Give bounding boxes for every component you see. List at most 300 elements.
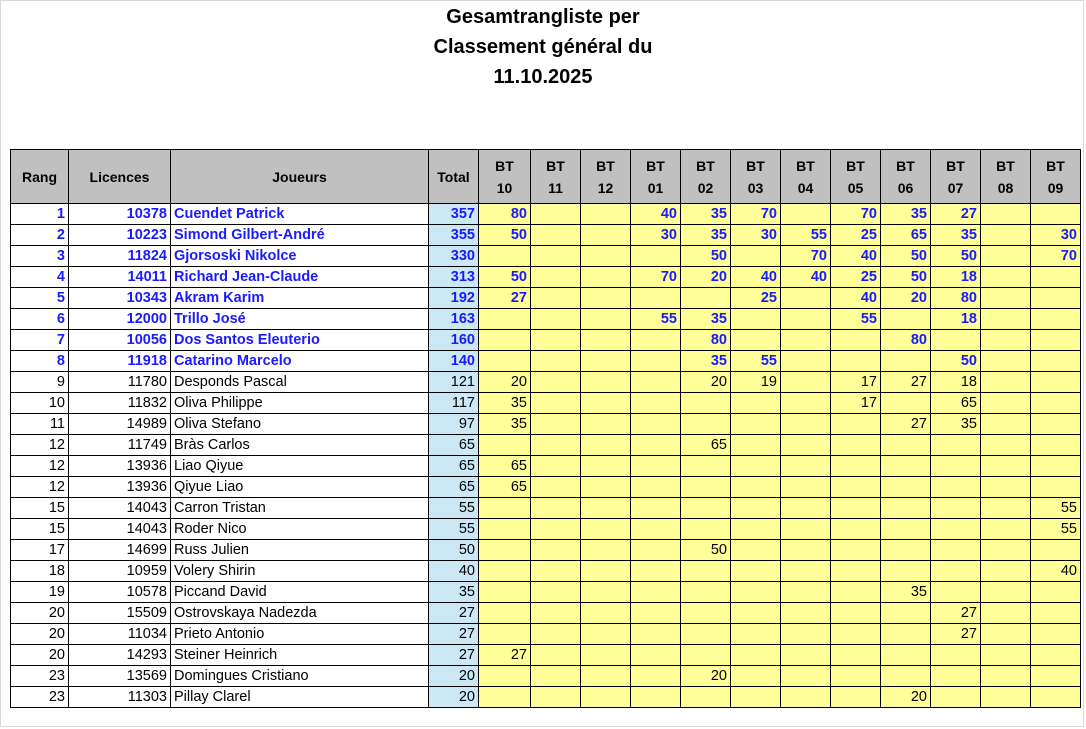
points-cell: 30 bbox=[631, 225, 681, 246]
points-cell bbox=[831, 498, 881, 519]
table-row bbox=[11, 393, 1081, 414]
total-cell: 163 bbox=[429, 309, 479, 330]
points-cell: 30 bbox=[1031, 225, 1081, 246]
points-cell bbox=[531, 498, 581, 519]
table-row bbox=[11, 456, 1081, 477]
points-cell bbox=[681, 393, 731, 414]
points-cell bbox=[931, 435, 981, 456]
col-header-bt: BT 08 bbox=[981, 150, 1031, 204]
rank-cell: 4 bbox=[11, 267, 69, 288]
table-row bbox=[11, 225, 1081, 246]
points-cell: 55 bbox=[1031, 498, 1081, 519]
points-cell bbox=[581, 687, 631, 708]
points-cell bbox=[881, 477, 931, 498]
player-cell: Volery Shirin bbox=[171, 561, 429, 582]
player-cell: Prieto Antonio bbox=[171, 624, 429, 645]
points-cell bbox=[1031, 645, 1081, 666]
points-cell bbox=[581, 666, 631, 687]
points-cell bbox=[731, 645, 781, 666]
table-row bbox=[11, 624, 1081, 645]
points-cell: 25 bbox=[731, 288, 781, 309]
points-cell bbox=[1031, 603, 1081, 624]
player-cell: Bràs Carlos bbox=[171, 435, 429, 456]
points-cell bbox=[479, 435, 531, 456]
points-cell: 50 bbox=[681, 246, 731, 267]
points-cell bbox=[731, 666, 781, 687]
licence-cell: 11303 bbox=[69, 687, 171, 708]
points-cell bbox=[479, 561, 531, 582]
points-cell bbox=[581, 603, 631, 624]
rank-cell: 9 bbox=[11, 372, 69, 393]
points-cell bbox=[1031, 456, 1081, 477]
points-cell bbox=[681, 603, 731, 624]
points-cell: 19 bbox=[731, 372, 781, 393]
rank-cell: 1 bbox=[11, 204, 69, 225]
rank-cell: 20 bbox=[11, 645, 69, 666]
points-cell: 27 bbox=[931, 624, 981, 645]
points-cell bbox=[631, 603, 681, 624]
points-cell bbox=[581, 309, 631, 330]
rank-cell: 18 bbox=[11, 561, 69, 582]
points-cell: 27 bbox=[881, 414, 931, 435]
points-cell bbox=[881, 561, 931, 582]
points-cell: 50 bbox=[881, 246, 931, 267]
points-cell: 40 bbox=[631, 204, 681, 225]
points-cell: 35 bbox=[681, 351, 731, 372]
table-row bbox=[11, 372, 1081, 393]
player-cell: Steiner Heinrich bbox=[171, 645, 429, 666]
points-cell bbox=[531, 393, 581, 414]
table-row bbox=[11, 498, 1081, 519]
rank-cell: 7 bbox=[11, 330, 69, 351]
points-cell bbox=[631, 372, 681, 393]
points-cell: 55 bbox=[731, 351, 781, 372]
points-cell bbox=[781, 351, 831, 372]
points-cell bbox=[981, 225, 1031, 246]
points-cell bbox=[581, 435, 631, 456]
points-cell bbox=[781, 372, 831, 393]
points-cell bbox=[781, 666, 831, 687]
points-cell bbox=[881, 393, 931, 414]
points-cell bbox=[831, 477, 881, 498]
points-cell bbox=[731, 309, 781, 330]
total-cell: 330 bbox=[429, 246, 479, 267]
points-cell bbox=[581, 267, 631, 288]
points-cell: 18 bbox=[931, 372, 981, 393]
licence-cell: 13936 bbox=[69, 456, 171, 477]
points-cell bbox=[781, 456, 831, 477]
player-cell: Desponds Pascal bbox=[171, 372, 429, 393]
points-cell: 80 bbox=[931, 288, 981, 309]
licence-cell: 15509 bbox=[69, 603, 171, 624]
points-cell bbox=[981, 582, 1031, 603]
total-cell: 313 bbox=[429, 267, 479, 288]
points-cell: 27 bbox=[931, 204, 981, 225]
points-cell: 40 bbox=[1031, 561, 1081, 582]
points-cell: 30 bbox=[731, 225, 781, 246]
player-cell: Piccand David bbox=[171, 582, 429, 603]
licence-cell: 10343 bbox=[69, 288, 171, 309]
rank-cell: 23 bbox=[11, 666, 69, 687]
points-cell bbox=[531, 645, 581, 666]
points-cell: 35 bbox=[479, 414, 531, 435]
points-cell bbox=[981, 330, 1031, 351]
points-cell bbox=[631, 645, 681, 666]
points-cell bbox=[1031, 372, 1081, 393]
points-cell bbox=[1031, 309, 1081, 330]
total-cell: 140 bbox=[429, 351, 479, 372]
points-cell bbox=[781, 330, 831, 351]
points-cell bbox=[781, 561, 831, 582]
points-cell bbox=[731, 393, 781, 414]
col-header-licences: Licences bbox=[69, 150, 171, 204]
points-cell: 55 bbox=[1031, 519, 1081, 540]
points-cell: 50 bbox=[931, 351, 981, 372]
points-cell bbox=[731, 414, 781, 435]
player-cell: Qiyue Liao bbox=[171, 477, 429, 498]
player-cell: Domingues Cristiano bbox=[171, 666, 429, 687]
points-cell: 35 bbox=[931, 225, 981, 246]
points-cell bbox=[581, 540, 631, 561]
points-cell bbox=[831, 519, 881, 540]
points-cell bbox=[831, 666, 881, 687]
points-cell: 35 bbox=[681, 204, 731, 225]
table-row bbox=[11, 246, 1081, 267]
points-cell bbox=[681, 624, 731, 645]
points-cell bbox=[681, 645, 731, 666]
points-cell: 20 bbox=[681, 666, 731, 687]
points-cell: 20 bbox=[881, 288, 931, 309]
points-cell bbox=[781, 309, 831, 330]
points-cell bbox=[931, 330, 981, 351]
rank-cell: 12 bbox=[11, 456, 69, 477]
points-cell bbox=[681, 477, 731, 498]
points-cell bbox=[831, 456, 881, 477]
table-row bbox=[11, 309, 1081, 330]
table-row bbox=[11, 288, 1081, 309]
total-cell: 357 bbox=[429, 204, 479, 225]
points-cell bbox=[831, 603, 881, 624]
points-cell bbox=[931, 645, 981, 666]
points-cell bbox=[631, 561, 681, 582]
points-cell bbox=[781, 519, 831, 540]
points-cell bbox=[731, 624, 781, 645]
player-cell: Akram Karim bbox=[171, 288, 429, 309]
points-cell bbox=[531, 477, 581, 498]
title-line-3: 11.10.2025 bbox=[493, 66, 593, 88]
points-cell: 55 bbox=[831, 309, 881, 330]
points-cell bbox=[479, 603, 531, 624]
points-cell bbox=[1031, 288, 1081, 309]
points-cell bbox=[631, 435, 681, 456]
points-cell bbox=[581, 498, 631, 519]
points-cell bbox=[631, 624, 681, 645]
points-cell bbox=[931, 519, 981, 540]
points-cell: 20 bbox=[681, 267, 731, 288]
points-cell bbox=[981, 603, 1031, 624]
points-cell bbox=[581, 414, 631, 435]
col-header-rang: Rang bbox=[11, 150, 69, 204]
points-cell bbox=[881, 309, 931, 330]
points-cell: 17 bbox=[831, 393, 881, 414]
rank-cell: 11 bbox=[11, 414, 69, 435]
points-cell bbox=[581, 372, 631, 393]
rank-cell: 3 bbox=[11, 246, 69, 267]
points-cell bbox=[681, 561, 731, 582]
points-cell bbox=[881, 351, 931, 372]
total-cell: 27 bbox=[429, 624, 479, 645]
points-cell bbox=[931, 540, 981, 561]
col-header-bt: BT 07 bbox=[931, 150, 981, 204]
points-cell bbox=[931, 687, 981, 708]
points-cell: 50 bbox=[479, 225, 531, 246]
points-cell bbox=[981, 435, 1031, 456]
licence-cell: 11034 bbox=[69, 624, 171, 645]
licence-cell: 14293 bbox=[69, 645, 171, 666]
col-header-bt: BT 11 bbox=[531, 150, 581, 204]
points-cell bbox=[731, 561, 781, 582]
points-cell bbox=[479, 309, 531, 330]
licence-cell: 10056 bbox=[69, 330, 171, 351]
points-cell bbox=[881, 645, 931, 666]
points-cell: 50 bbox=[479, 267, 531, 288]
table-row bbox=[11, 204, 1081, 225]
points-cell: 40 bbox=[781, 267, 831, 288]
points-cell bbox=[731, 582, 781, 603]
player-cell: Cuendet Patrick bbox=[171, 204, 429, 225]
points-cell bbox=[781, 645, 831, 666]
points-cell: 40 bbox=[731, 267, 781, 288]
rank-cell: 15 bbox=[11, 498, 69, 519]
points-cell bbox=[781, 477, 831, 498]
points-cell bbox=[831, 561, 881, 582]
table-row bbox=[11, 414, 1081, 435]
rank-cell: 12 bbox=[11, 477, 69, 498]
table-row bbox=[11, 582, 1081, 603]
points-cell bbox=[681, 414, 731, 435]
points-cell: 18 bbox=[931, 309, 981, 330]
table-row bbox=[11, 435, 1081, 456]
points-cell bbox=[531, 204, 581, 225]
points-cell bbox=[981, 393, 1031, 414]
points-cell bbox=[581, 624, 631, 645]
points-cell bbox=[479, 624, 531, 645]
points-cell: 17 bbox=[831, 372, 881, 393]
player-cell: Trillo José bbox=[171, 309, 429, 330]
licence-cell: 11824 bbox=[69, 246, 171, 267]
total-cell: 50 bbox=[429, 540, 479, 561]
points-cell bbox=[981, 456, 1031, 477]
licence-cell: 11832 bbox=[69, 393, 171, 414]
points-cell bbox=[479, 540, 531, 561]
points-cell bbox=[981, 267, 1031, 288]
table-row bbox=[11, 561, 1081, 582]
points-cell bbox=[731, 519, 781, 540]
rank-cell: 19 bbox=[11, 582, 69, 603]
points-cell bbox=[881, 603, 931, 624]
points-cell: 35 bbox=[931, 414, 981, 435]
points-cell bbox=[631, 414, 681, 435]
col-header-total: Total bbox=[429, 150, 479, 204]
total-cell: 20 bbox=[429, 687, 479, 708]
points-cell bbox=[1031, 330, 1081, 351]
points-cell: 70 bbox=[831, 204, 881, 225]
points-cell bbox=[631, 687, 681, 708]
total-cell: 35 bbox=[429, 582, 479, 603]
rank-cell: 2 bbox=[11, 225, 69, 246]
rank-cell: 15 bbox=[11, 519, 69, 540]
points-cell bbox=[581, 393, 631, 414]
points-cell bbox=[931, 456, 981, 477]
points-cell bbox=[731, 540, 781, 561]
points-cell bbox=[531, 435, 581, 456]
points-cell bbox=[831, 330, 881, 351]
points-cell: 50 bbox=[881, 267, 931, 288]
points-cell bbox=[981, 540, 1031, 561]
points-cell bbox=[881, 624, 931, 645]
licence-cell: 14043 bbox=[69, 498, 171, 519]
licence-cell: 14043 bbox=[69, 519, 171, 540]
col-header-bt: BT 02 bbox=[681, 150, 731, 204]
points-cell: 55 bbox=[631, 309, 681, 330]
points-cell bbox=[581, 330, 631, 351]
points-cell bbox=[581, 645, 631, 666]
points-cell bbox=[1031, 351, 1081, 372]
licence-cell: 13569 bbox=[69, 666, 171, 687]
points-cell bbox=[581, 351, 631, 372]
points-cell: 80 bbox=[479, 204, 531, 225]
header-row bbox=[11, 150, 1081, 204]
points-cell bbox=[479, 687, 531, 708]
player-cell: Pillay Clarel bbox=[171, 687, 429, 708]
licence-cell: 11918 bbox=[69, 351, 171, 372]
table-row bbox=[11, 477, 1081, 498]
col-header-bt: BT 03 bbox=[731, 150, 781, 204]
table-row bbox=[11, 519, 1081, 540]
title-line-2: Classement général du bbox=[433, 36, 653, 58]
points-cell bbox=[1031, 687, 1081, 708]
points-cell bbox=[581, 204, 631, 225]
points-cell: 35 bbox=[881, 204, 931, 225]
points-cell: 65 bbox=[931, 393, 981, 414]
points-cell bbox=[531, 288, 581, 309]
points-cell bbox=[631, 519, 681, 540]
points-cell bbox=[831, 687, 881, 708]
total-cell: 97 bbox=[429, 414, 479, 435]
col-header-bt: BT 10 bbox=[479, 150, 531, 204]
points-cell bbox=[731, 246, 781, 267]
points-cell: 40 bbox=[831, 246, 881, 267]
total-cell: 27 bbox=[429, 645, 479, 666]
player-cell: Gjorsoski Nikolce bbox=[171, 246, 429, 267]
points-cell bbox=[1031, 624, 1081, 645]
points-cell bbox=[931, 498, 981, 519]
points-cell bbox=[631, 666, 681, 687]
table-row bbox=[11, 687, 1081, 708]
points-cell bbox=[531, 267, 581, 288]
points-cell bbox=[631, 246, 681, 267]
points-cell: 35 bbox=[681, 309, 731, 330]
points-cell: 40 bbox=[831, 288, 881, 309]
points-cell bbox=[531, 309, 581, 330]
player-cell: Oliva Stefano bbox=[171, 414, 429, 435]
points-cell bbox=[531, 519, 581, 540]
points-cell bbox=[581, 519, 631, 540]
player-cell: Russ Julien bbox=[171, 540, 429, 561]
points-cell bbox=[479, 519, 531, 540]
points-cell bbox=[531, 351, 581, 372]
points-cell bbox=[1031, 267, 1081, 288]
points-cell bbox=[831, 414, 881, 435]
points-cell: 18 bbox=[931, 267, 981, 288]
player-cell: Roder Nico bbox=[171, 519, 429, 540]
points-cell bbox=[981, 498, 1031, 519]
points-cell bbox=[731, 477, 781, 498]
table-row bbox=[11, 603, 1081, 624]
points-cell: 70 bbox=[781, 246, 831, 267]
licence-cell: 10959 bbox=[69, 561, 171, 582]
total-cell: 27 bbox=[429, 603, 479, 624]
col-header-bt: BT 04 bbox=[781, 150, 831, 204]
points-cell: 80 bbox=[681, 330, 731, 351]
points-cell bbox=[631, 393, 681, 414]
points-cell bbox=[881, 540, 931, 561]
table-row bbox=[11, 351, 1081, 372]
points-cell bbox=[931, 582, 981, 603]
total-cell: 40 bbox=[429, 561, 479, 582]
table-row bbox=[11, 645, 1081, 666]
total-cell: 65 bbox=[429, 456, 479, 477]
player-cell: Liao Qiyue bbox=[171, 456, 429, 477]
points-cell bbox=[531, 456, 581, 477]
points-cell bbox=[731, 435, 781, 456]
points-cell bbox=[1031, 540, 1081, 561]
points-cell bbox=[931, 561, 981, 582]
points-cell bbox=[581, 582, 631, 603]
col-header-bt: BT 09 bbox=[1031, 150, 1081, 204]
points-cell bbox=[681, 456, 731, 477]
table-row bbox=[11, 330, 1081, 351]
player-cell: Catarino Marcelo bbox=[171, 351, 429, 372]
points-cell: 20 bbox=[479, 372, 531, 393]
player-cell: Carron Tristan bbox=[171, 498, 429, 519]
points-cell bbox=[1031, 435, 1081, 456]
player-cell: Oliva Philippe bbox=[171, 393, 429, 414]
points-cell bbox=[981, 687, 1031, 708]
table-row bbox=[11, 666, 1081, 687]
points-cell bbox=[881, 666, 931, 687]
points-cell bbox=[1031, 666, 1081, 687]
points-cell bbox=[631, 351, 681, 372]
total-cell: 160 bbox=[429, 330, 479, 351]
points-cell: 25 bbox=[831, 225, 881, 246]
points-cell bbox=[681, 687, 731, 708]
total-cell: 65 bbox=[429, 477, 479, 498]
rank-cell: 6 bbox=[11, 309, 69, 330]
points-cell: 20 bbox=[881, 687, 931, 708]
points-cell bbox=[831, 582, 881, 603]
points-cell bbox=[981, 477, 1031, 498]
rank-cell: 5 bbox=[11, 288, 69, 309]
points-cell bbox=[831, 645, 881, 666]
col-header-bt: BT 01 bbox=[631, 150, 681, 204]
licence-cell: 10578 bbox=[69, 582, 171, 603]
points-cell bbox=[581, 246, 631, 267]
points-cell bbox=[531, 330, 581, 351]
page-title bbox=[0, 2, 1086, 92]
points-cell bbox=[479, 666, 531, 687]
points-cell: 20 bbox=[681, 372, 731, 393]
